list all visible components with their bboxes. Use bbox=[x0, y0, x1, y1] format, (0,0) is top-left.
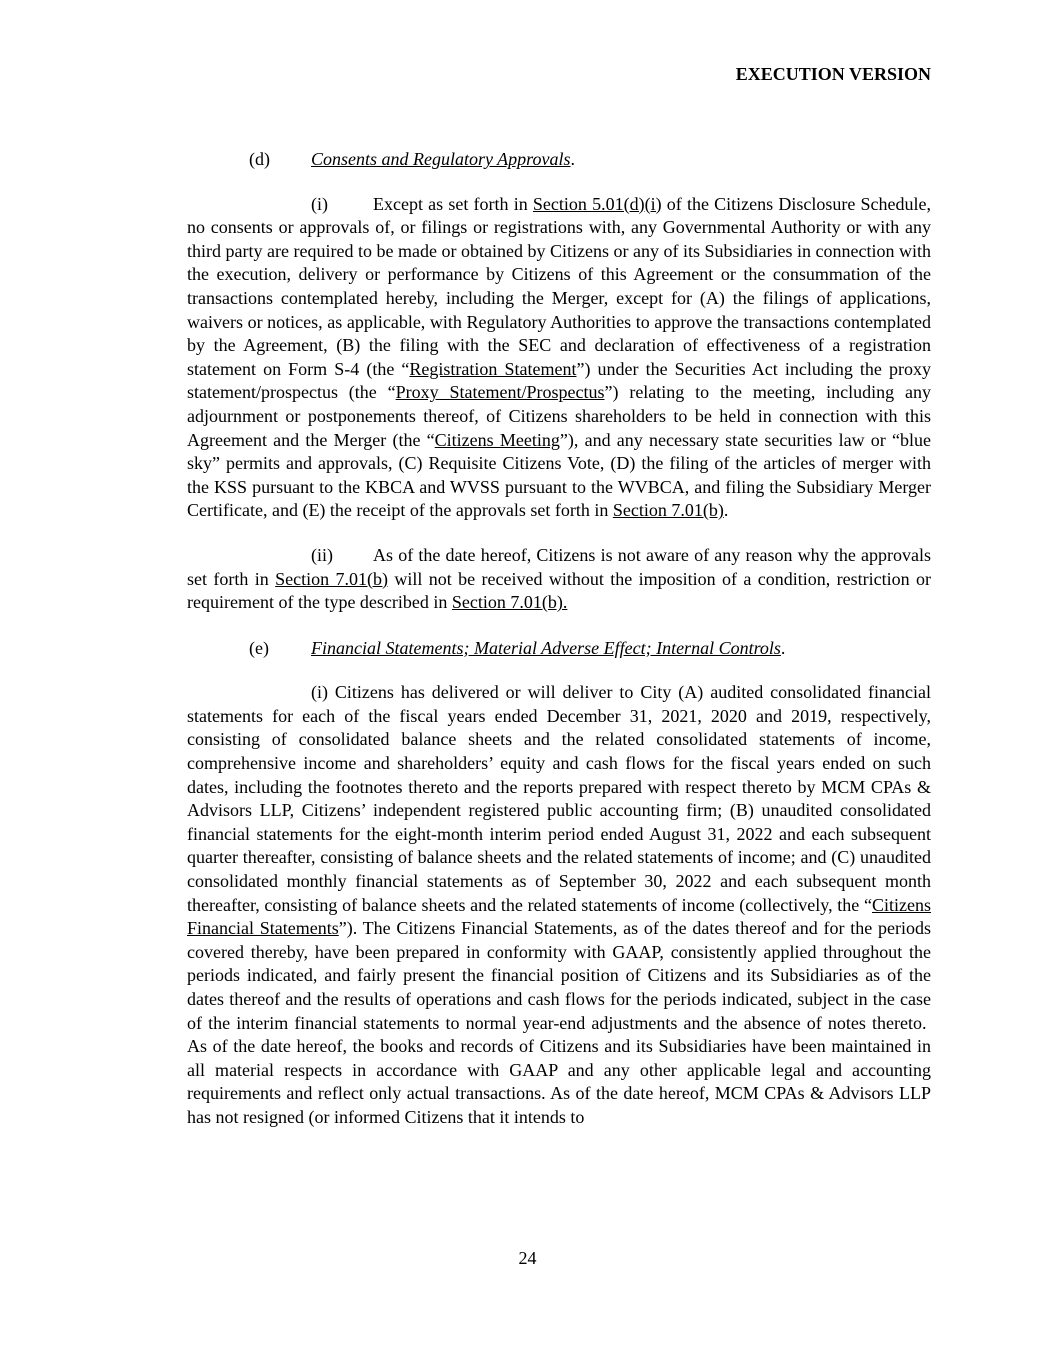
section-d-title: Consents and Regulatory Approvals bbox=[311, 149, 571, 169]
section-reference: Section 7.01(b). bbox=[451, 592, 568, 613]
section-e-paragraph-i bbox=[187, 681, 931, 1129]
defined-term: Registration Statement bbox=[409, 358, 577, 379]
paragraph-text: ”) under the Securities Act including the proxy statement/prospectus (the “ bbox=[187, 358, 931, 403]
paragraph-i-number: (i) bbox=[311, 193, 328, 214]
defined-term: Proxy Statement/Prospectus bbox=[395, 382, 605, 403]
paragraph-text: (i) Citizens has delivered or will deliver to City (A) audited consolidated financial statements for each of the fiscal years ended December 31, 2021, 2020 and 2019, respectively, consisting of consolidated balance sheets and the related consolidated statements of income, comprehensive income and shareholders’ equity and cash flows for the fiscal years ended on such dates, including the footnotes thereto and the reports prepared with respect thereto by MCM CPAs & Advisors LLP, Citizens’ independent registered public accounting firm; (B) unaudited consolidated financial statements for the eight-month interim period ended August 31, 2022 and each subsequent quarter thereafter, consisting of balance sheets and the related statements of income; and (C) unaudited consolidated monthly financial statements as of September 30, 2022 and each subsequent month thereafter, consisting of balance sheets and the related statements of income (collectively, the “ bbox=[187, 682, 931, 915]
defined-term: Citizens Financial Statements bbox=[187, 894, 931, 939]
paragraph-text: will not be received without the imposition of a condition, restriction or requirement of the type described in bbox=[187, 568, 931, 613]
section-e-number: (e) bbox=[249, 637, 269, 658]
paragraph-text: ”). The Citizens Financial Statements, as of the dates thereof and for the periods covered thereby, have been prepared in conformity with GAAP, consistently applied throughout the periods indicated, and fairly present the financial position of Citizens and its Subsidiaries as of the dates thereof and the results of operations and cash flows for the periods indicated, subject in the case of the interim financial statements to normal year-end adjustments and the absence of notes thereto. As of the date hereof, the books and records of Citizens and its Subsidiaries have been maintained in all material respects in accordance with GAAP and any other applicable legal and accounting requirements and reflect only actual transactions. As of the date hereof, MCM CPAs & Advisors LLP has not resigned (or informed Citizens that it intends to bbox=[187, 918, 932, 1127]
section-d-heading bbox=[187, 148, 931, 172]
section-d-title-period: . bbox=[570, 149, 575, 169]
paragraph-text: . bbox=[723, 500, 729, 521]
paragraph-text: ”), and any necessary state securities law or “blue sky” permits and approvals, (C) Requisite Citizens Vote, (D) the filing of the articles of merger with the KSS pursuant to the KBCA and WVSS pursuant to the WVBCA, and filing the Subsidiary Merger Certificate, and (E) the receipt of the approvals set forth in bbox=[187, 429, 931, 521]
paragraph-text: Except as set forth in bbox=[373, 193, 533, 214]
section-reference: Section 7.01(b) bbox=[275, 568, 389, 589]
section-reference: Section 5.01(d)(i) bbox=[532, 193, 662, 214]
defined-term: Citizens Meeting bbox=[434, 429, 560, 450]
section-e-heading bbox=[187, 637, 931, 661]
execution-version-label: EXECUTION VERSION bbox=[735, 64, 931, 84]
section-e-title-period: . bbox=[780, 637, 786, 658]
paragraph-text: As of the date hereof, Citizens is not aware of any reason why the approvals set forth in bbox=[187, 544, 931, 589]
section-e-title: Financial Statements; Material Adverse Effect; Internal Controls bbox=[311, 637, 781, 658]
section-reference: Section 7.01(b) bbox=[612, 500, 724, 521]
paragraph-text: ”) relating to the meeting, including any adjournment or postponements thereof, of Citizens shareholders to be held in connection with this Agreement and the Merger (the “ bbox=[187, 382, 932, 450]
paragraph-ii-number: (ii) bbox=[311, 544, 333, 565]
section-d-paragraph-ii bbox=[187, 544, 931, 615]
section-d-number: (d) bbox=[249, 149, 270, 169]
paragraph-text: of the Citizens Disclosure Schedule, no consents or approvals of, or filings or registrations with, any Governmental Authority or with any third party are required to be made or obtained by Citizens or any of its Subsidiaries in connection with the execution, delivery or performance by Citizens of this Agreement or the consummation of the transactions contemplated hereby, including the Merger, except for (A) the filings of applications, waivers or notices, as applicable, with Regulatory Authorities to approve the transactions contemplated by the Agreement, (B) the filing with the SEC and declaration of effectiveness of a registration statement on Form S-4 (the “ bbox=[187, 193, 931, 379]
document-body bbox=[187, 148, 931, 1151]
page-number: 24 bbox=[518, 1248, 537, 1268]
section-d-paragraph-i bbox=[187, 193, 931, 523]
